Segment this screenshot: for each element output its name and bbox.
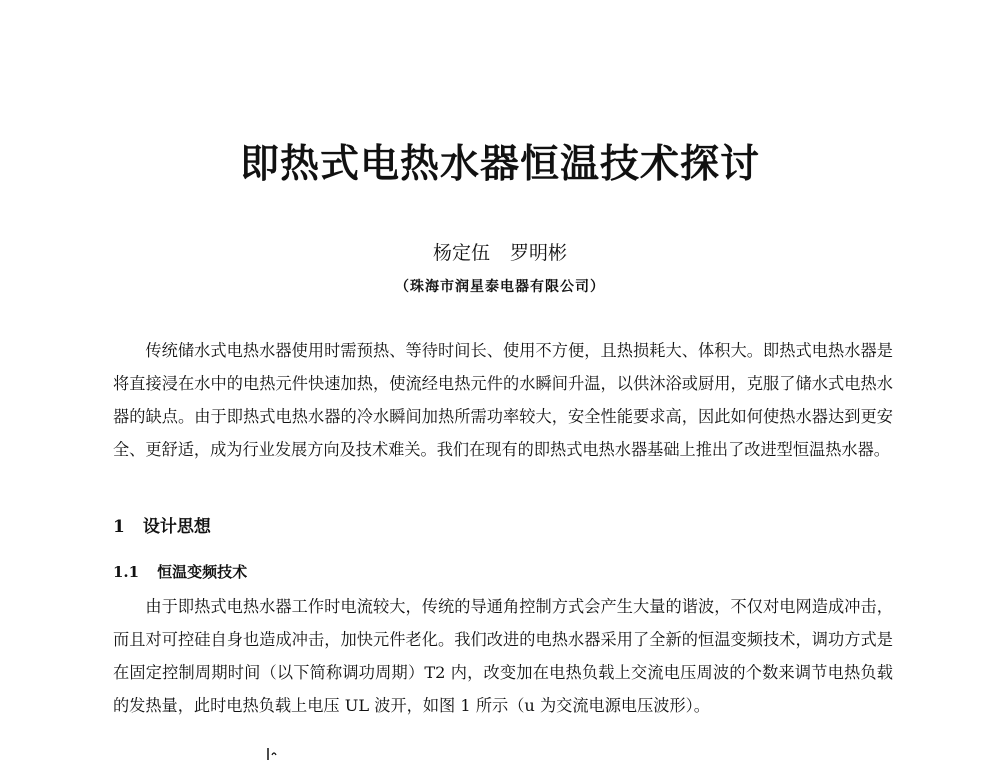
subsection-number: 1.1 [113,563,140,581]
author-name: 罗明彬 [510,242,568,264]
figure-1-axis-stub [262,748,282,760]
subsection-heading [113,561,247,582]
paper-title: 即热式电热水器恒温技术探讨 [239,141,760,187]
figure-axis-symbol [272,753,276,755]
author-line [0,238,1000,265]
author-affiliation: （珠海市润星泰电器有限公司） [395,279,605,295]
body-paragraph: 由于即热式电热水器工作时电流较大，传统的导通角控制方式会产生大量的谐波，不仅对电网造成冲击，而且对可控硅自身也造成冲击，加快元件老化。我们改进的电热水器采用了全新的恒温变频技术，调功方式是在固定控制周期时间（以下简称调功周期）T2 内，改变加在电热负载上交流电压周波的个数来调节电热负载的发热量，此时电热负载上电压 UL 波开，如图 1 所示（u 为交流电源电压波形）。 [113,597,893,715]
subsection-title: 恒温变频技术 [157,563,248,581]
intro-paragraph: 传统储水式电热水器使用时需预热、等待时间长、使用不方便，且热损耗大、体积大。即热式电热水器是将直接浸在水中的电热元件快速加热，使流经电热元件的水瞬间升温，以供沐浴或厨用，克服了储水式电热水器的缺点。由于即热式电热水器的冷水瞬间加热所需功率较大，安全性能要求高，因此如何使热水器达到更安全、更舒适，成为行业发展方向及技术难关。我们在现有的即热式电热水器基础上推出了改进型恒温热水器。 [113,341,893,459]
section-heading [113,512,211,537]
section-title: 设计思想 [142,517,211,537]
section-number: 1 [113,517,125,537]
author-name: 杨定伍 [432,242,490,264]
